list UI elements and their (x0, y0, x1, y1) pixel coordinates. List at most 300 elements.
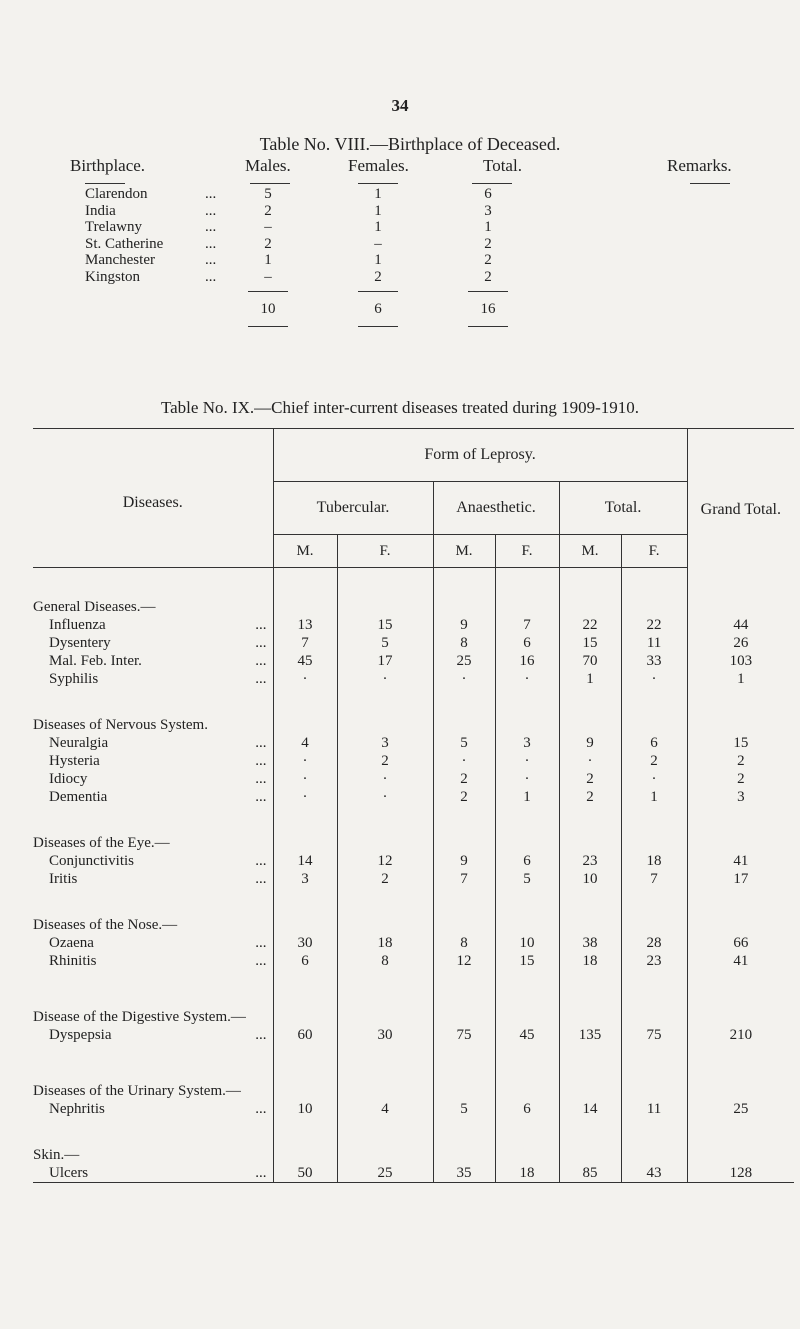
disease-name (33, 616, 273, 634)
spacer-cell (433, 568, 495, 617)
tubercular-m-value: · (273, 788, 337, 806)
anaesthetic-f-value: 1 (495, 788, 559, 806)
total-f-value: 11 (621, 634, 687, 652)
table8-title: Table No. VIII.—Birthplace of Deceased. (259, 134, 561, 154)
spacer-row (33, 888, 794, 908)
total-value: 2 (484, 252, 492, 268)
disease-name (33, 734, 273, 752)
grand-total-value: 25 (687, 1100, 794, 1118)
tubercular-f-value: 18 (337, 934, 433, 952)
anaesthetic-m-value: 2 (433, 788, 495, 806)
tubercular-m-value: 45 (273, 652, 337, 670)
leader-dots: ... (205, 202, 217, 219)
category-label: General Diseases.— (33, 599, 156, 615)
spacer-cell (273, 908, 337, 934)
category-row (33, 708, 794, 734)
disease-label: Ulcers (49, 1165, 89, 1181)
spacer-cell (621, 826, 687, 852)
table8-row (70, 186, 770, 203)
spacer-cell (687, 970, 794, 990)
total-value: 3 (484, 202, 492, 219)
tubercular-m-value: 50 (273, 1164, 337, 1183)
spacer-cell (433, 888, 495, 908)
disease-label: Influenza (49, 617, 106, 633)
total-m-value: 9 (559, 734, 621, 752)
spacer-cell (495, 1064, 559, 1100)
spacer-cell (687, 990, 794, 1026)
table8-totals (70, 292, 770, 326)
males-value: 5 (264, 186, 272, 202)
category-row (33, 826, 794, 852)
total-m-value: 14 (559, 1100, 621, 1118)
total-m-value: 1 (559, 670, 621, 688)
spacer-cell (621, 908, 687, 934)
spacer-cell (621, 970, 687, 990)
spacer-cell (433, 806, 495, 826)
spacer-cell (433, 1138, 495, 1164)
total-m-value: 22 (559, 616, 621, 634)
grand-total-value: 66 (687, 934, 794, 952)
header-anaesthetic: Anaesthetic. (433, 482, 559, 535)
spacer-cell (337, 688, 433, 708)
spacer-cell (33, 1118, 273, 1138)
birthplace-name: India (85, 202, 116, 219)
spacer-cell (621, 1138, 687, 1164)
spacer-cell (273, 990, 337, 1026)
anaesthetic-f-value: · (495, 752, 559, 770)
category-label: Diseases of Nervous System. (33, 717, 208, 733)
spacer-cell (273, 708, 337, 734)
spacer-cell (621, 568, 687, 617)
spacer-cell (621, 888, 687, 908)
spacer-cell (687, 826, 794, 852)
leader-dots: ... (255, 789, 267, 805)
table9-body (33, 568, 794, 1183)
spacer-cell (337, 1118, 433, 1138)
total-value: 6 (484, 186, 492, 202)
leader-dots: ... (205, 252, 217, 268)
anaesthetic-f-value: 6 (495, 634, 559, 652)
males-value: 2 (264, 235, 272, 252)
leader-dots: ... (255, 635, 267, 651)
anaesthetic-f-value: 16 (495, 652, 559, 670)
anaesthetic-f-value: 3 (495, 734, 559, 752)
tubercular-m-value: · (273, 752, 337, 770)
males-value: – (264, 268, 272, 285)
birthplace-name: Trelawny (85, 219, 142, 235)
total-f-value: 22 (621, 616, 687, 634)
tubercular-f-value: 2 (337, 870, 433, 888)
header-rule (250, 183, 290, 184)
category-row (33, 568, 794, 617)
table8-row (70, 269, 770, 286)
leader-dots: ... (255, 1027, 267, 1043)
anaesthetic-m-value: 9 (433, 616, 495, 634)
bottom-rule (358, 326, 398, 327)
total-m-value: 2 (559, 770, 621, 788)
disease-name (33, 952, 273, 970)
disease-label: Dyspepsia (49, 1027, 112, 1043)
total-m-value: 23 (559, 852, 621, 870)
spacer-row (33, 1044, 794, 1064)
leader-dots: ... (255, 935, 267, 951)
anaesthetic-m-value: 35 (433, 1164, 495, 1183)
leader-dots: ... (255, 671, 267, 687)
anaesthetic-f-value: 10 (495, 934, 559, 952)
spacer-row (33, 970, 794, 990)
category-label: Disease of the Digestive System.— (33, 1009, 246, 1025)
header-males: Males. (245, 156, 291, 175)
anaesthetic-m-value: 75 (433, 1026, 495, 1044)
disease-label: Dysentery (49, 635, 111, 651)
spacer-cell (273, 1064, 337, 1100)
table-row (33, 852, 794, 870)
males-value: – (264, 219, 272, 235)
total-m-value: 135 (559, 1026, 621, 1044)
spacer-cell (687, 708, 794, 734)
spacer-cell (433, 1118, 495, 1138)
table-row (33, 752, 794, 770)
disease-label: Neuralgia (49, 735, 109, 751)
females-value: 1 (374, 252, 382, 268)
total-f-value: 43 (621, 1164, 687, 1183)
spacer-cell (337, 826, 433, 852)
males-value: 2 (264, 202, 272, 219)
spacer-cell (337, 1138, 433, 1164)
spacer-cell (433, 1064, 495, 1100)
spacer-cell (687, 1044, 794, 1064)
grand-total-value: 210 (687, 1026, 794, 1044)
spacer-cell (273, 806, 337, 826)
disease-name (33, 934, 273, 952)
leader-dots: ... (205, 268, 217, 285)
tubercular-m-value: · (273, 670, 337, 688)
anaesthetic-m-value: 8 (433, 634, 495, 652)
anaesthetic-m-value: 7 (433, 870, 495, 888)
table-row (33, 634, 794, 652)
total-f-value: 33 (621, 652, 687, 670)
tubercular-m-value: 4 (273, 734, 337, 752)
anaesthetic-f-value: · (495, 670, 559, 688)
total-f-value: 28 (621, 934, 687, 952)
tubercular-f-value: 25 (337, 1164, 433, 1183)
anaesthetic-m-value: · (433, 752, 495, 770)
tubercular-f-value: 2 (337, 752, 433, 770)
spacer-cell (495, 970, 559, 990)
category-row (33, 1064, 794, 1100)
total-f-value: · (621, 670, 687, 688)
grand-total-value: 128 (687, 1164, 794, 1183)
spacer-cell (687, 806, 794, 826)
grand-total-value: 15 (687, 734, 794, 752)
header-f: F. (495, 535, 559, 568)
leader-dots: ... (255, 735, 267, 751)
leader-dots: ... (255, 1101, 267, 1117)
disease-name (33, 1164, 273, 1183)
tubercular-m-value: 60 (273, 1026, 337, 1044)
table-row (33, 1026, 794, 1044)
spacer-cell (621, 1044, 687, 1064)
anaesthetic-m-value: 5 (433, 1100, 495, 1118)
grand-total-value: 2 (687, 752, 794, 770)
spacer-cell (495, 908, 559, 934)
females-value: 2 (374, 268, 382, 285)
spacer-cell (559, 568, 621, 617)
spacer-cell (273, 1138, 337, 1164)
grand-total-value: 2 (687, 770, 794, 788)
leader-dots: ... (255, 1165, 267, 1181)
spacer-cell (559, 888, 621, 908)
anaesthetic-m-value: 8 (433, 934, 495, 952)
tubercular-m-value: 10 (273, 1100, 337, 1118)
spacer-cell (33, 888, 273, 908)
header-rule (690, 183, 730, 184)
spacer-cell (273, 826, 337, 852)
spacer-cell (337, 970, 433, 990)
disease-name (33, 852, 273, 870)
spacer-row (33, 688, 794, 708)
total-m-value: 70 (559, 652, 621, 670)
total-f-value: 18 (621, 852, 687, 870)
grand-total-value: 26 (687, 634, 794, 652)
spacer-cell (495, 1044, 559, 1064)
spacer-cell (687, 1118, 794, 1138)
anaesthetic-f-value: 6 (495, 852, 559, 870)
anaesthetic-m-value: 12 (433, 952, 495, 970)
header-rule (85, 183, 125, 184)
tubercular-f-value: 8 (337, 952, 433, 970)
disease-name (33, 752, 273, 770)
table-row (33, 652, 794, 670)
spacer-cell (495, 888, 559, 908)
anaesthetic-f-value: 18 (495, 1164, 559, 1183)
tubercular-m-value: · (273, 770, 337, 788)
total-f-value: 7 (621, 870, 687, 888)
tubercular-m-value: 7 (273, 634, 337, 652)
anaesthetic-m-value: 25 (433, 652, 495, 670)
tubercular-f-value: · (337, 770, 433, 788)
spacer-cell (337, 888, 433, 908)
table8 (70, 156, 770, 327)
tubercular-m-value: 30 (273, 934, 337, 952)
total-m-value: 85 (559, 1164, 621, 1183)
disease-label: Mal. Feb. Inter. (49, 653, 142, 669)
spacer-cell (337, 708, 433, 734)
anaesthetic-f-value: 15 (495, 952, 559, 970)
anaesthetic-m-value: 5 (433, 734, 495, 752)
disease-label: Idiocy (49, 771, 88, 787)
total-m-value: 18 (559, 952, 621, 970)
total-total: 16 (480, 301, 496, 317)
table-row (33, 1164, 794, 1183)
spacer-cell (559, 1064, 621, 1100)
spacer-cell (495, 568, 559, 617)
header-m: M. (433, 535, 495, 568)
tubercular-f-value: · (337, 670, 433, 688)
spacer-cell (433, 908, 495, 934)
anaesthetic-f-value: 5 (495, 870, 559, 888)
tubercular-f-value: · (337, 788, 433, 806)
spacer-cell (433, 826, 495, 852)
females-value: 1 (374, 219, 382, 235)
spacer-cell (621, 708, 687, 734)
tubercular-f-value: 12 (337, 852, 433, 870)
spacer-cell (495, 826, 559, 852)
header-total: Total. (483, 156, 522, 175)
spacer-cell (495, 1138, 559, 1164)
spacer-cell (687, 908, 794, 934)
category-row (33, 908, 794, 934)
total-f-value: 1 (621, 788, 687, 806)
spacer-cell (433, 688, 495, 708)
spacer-cell (687, 688, 794, 708)
tubercular-m-value: 6 (273, 952, 337, 970)
spacer-cell (273, 568, 337, 617)
total-m-value: 10 (559, 870, 621, 888)
table8-row (70, 236, 770, 253)
table8-row (70, 219, 770, 236)
page-number: 34 (391, 96, 409, 115)
total-females: 6 (374, 301, 382, 317)
tubercular-f-value: 17 (337, 652, 433, 670)
category-label: Skin.— (33, 1147, 80, 1163)
spacer-cell (559, 990, 621, 1026)
category-row (33, 990, 794, 1026)
grand-total-value: 44 (687, 616, 794, 634)
spacer-cell (337, 1064, 433, 1100)
total-value: 1 (484, 219, 492, 235)
spacer-cell (433, 708, 495, 734)
spacer-cell (33, 1044, 273, 1064)
spacer-cell (337, 1044, 433, 1064)
spacer-cell (337, 568, 433, 617)
spacer-cell (559, 970, 621, 990)
anaesthetic-m-value: 2 (433, 770, 495, 788)
females-value: 1 (374, 186, 382, 202)
grand-total-value: 103 (687, 652, 794, 670)
disease-name (33, 770, 273, 788)
disease-label: Syphilis (49, 671, 99, 687)
birthplace-name: Clarendon (85, 186, 148, 202)
header-m: M. (559, 535, 621, 568)
header-remarks: Remarks. (667, 156, 732, 175)
tubercular-m-value: 14 (273, 852, 337, 870)
header-form-of-leprosy: Form of Leprosy. (273, 429, 687, 482)
spacer-cell (559, 708, 621, 734)
category-label: Diseases of the Urinary System.— (33, 1083, 241, 1099)
grand-total-value: 41 (687, 852, 794, 870)
leader-dots: ... (205, 186, 217, 202)
category-label: Diseases of the Eye.— (33, 835, 170, 851)
spacer-cell (495, 806, 559, 826)
total-value: 2 (484, 235, 492, 252)
total-m-value: 15 (559, 634, 621, 652)
category-label: Diseases of the Nose.— (33, 917, 178, 933)
anaesthetic-f-value: · (495, 770, 559, 788)
anaesthetic-f-value: 45 (495, 1026, 559, 1044)
birthplace-name: Manchester (85, 252, 155, 268)
spacer-cell (687, 568, 794, 617)
leader-dots: ... (205, 219, 217, 235)
females-value: – (374, 235, 382, 252)
total-m-value: 2 (559, 788, 621, 806)
header-m: M. (273, 535, 337, 568)
spacer-cell (621, 806, 687, 826)
anaesthetic-f-value: 7 (495, 616, 559, 634)
anaesthetic-m-value: · (433, 670, 495, 688)
birthplace-name: St. Catherine (85, 235, 164, 252)
spacer-cell (559, 1044, 621, 1064)
bottom-rule (468, 326, 508, 327)
total-f-value: 11 (621, 1100, 687, 1118)
disease-name (33, 1100, 273, 1118)
total-males: 10 (260, 301, 276, 317)
table-row (33, 788, 794, 806)
leader-dots: ... (255, 653, 267, 669)
leader-dots: ... (255, 853, 267, 869)
table-row (33, 670, 794, 688)
header-tubercular: Tubercular. (273, 482, 433, 535)
header-grand-total: Grand Total. (687, 429, 794, 568)
table8-header (70, 156, 770, 186)
disease-label: Nephritis (49, 1101, 105, 1117)
tubercular-m-value: 3 (273, 870, 337, 888)
spacer-cell (621, 1064, 687, 1100)
disease-name (33, 634, 273, 652)
category-row (33, 1138, 794, 1164)
spacer-cell (559, 1138, 621, 1164)
spacer-cell (621, 990, 687, 1026)
disease-label: Iritis (49, 871, 78, 887)
header-total: Total. (559, 482, 687, 535)
disease-name (33, 1026, 273, 1044)
spacer-row (33, 1118, 794, 1138)
spacer-cell (495, 990, 559, 1026)
total-f-value: 6 (621, 734, 687, 752)
spacer-cell (433, 1044, 495, 1064)
bottom-rule (248, 326, 288, 327)
spacer-cell (337, 908, 433, 934)
disease-name (33, 870, 273, 888)
anaesthetic-f-value: 6 (495, 1100, 559, 1118)
header-rule (472, 183, 512, 184)
disease-label: Dementia (49, 789, 108, 805)
spacer-cell (433, 970, 495, 990)
grand-total-value: 41 (687, 952, 794, 970)
spacer-cell (621, 1118, 687, 1138)
spacer-cell (273, 970, 337, 990)
leader-dots: ... (255, 753, 267, 769)
spacer-row (33, 806, 794, 826)
leader-dots: ... (205, 235, 217, 252)
spacer-cell (495, 1118, 559, 1138)
table-row (33, 734, 794, 752)
leader-dots: ... (255, 617, 267, 633)
grand-total-value: 17 (687, 870, 794, 888)
leader-dots: ... (255, 871, 267, 887)
header-birthplace: Birthplace. (70, 156, 146, 175)
disease-name (33, 670, 273, 688)
table8-row (70, 203, 770, 220)
spacer-cell (273, 1044, 337, 1064)
disease-label: Rhinitis (49, 953, 97, 969)
birthplace-name: Kingston (85, 268, 141, 285)
spacer-cell (559, 908, 621, 934)
spacer-cell (33, 970, 273, 990)
spacer-cell (273, 888, 337, 908)
header-females: Females. (348, 156, 409, 175)
disease-name (33, 788, 273, 806)
